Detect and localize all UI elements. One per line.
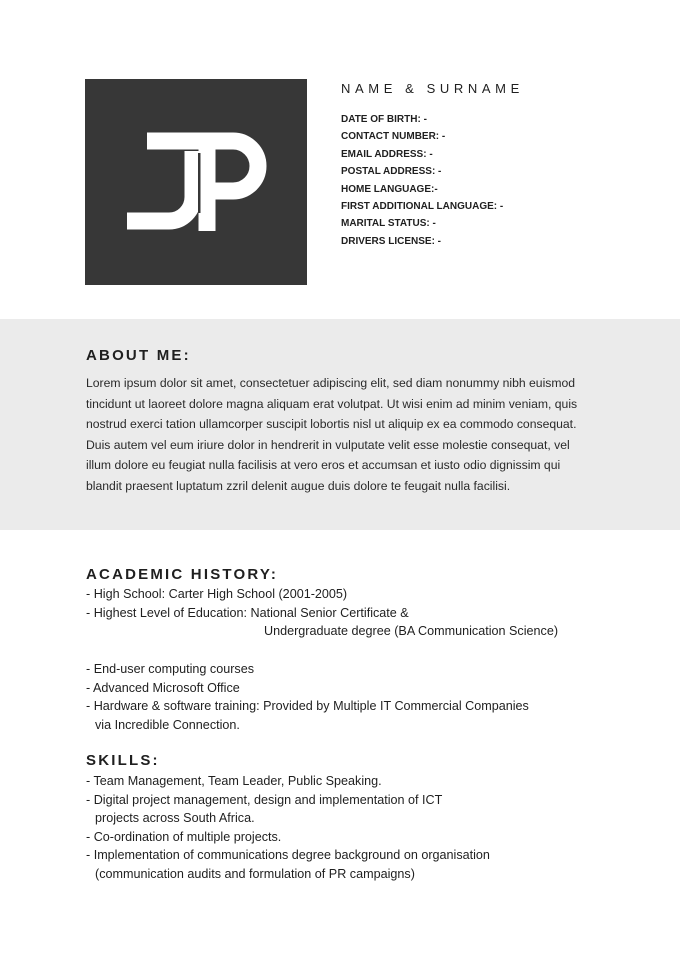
monogram-logo [85,79,307,285]
personal-details-list [341,111,503,250]
education-level-continued: Undergraduate degree (BA Communication Science) [264,624,559,639]
skill-team-management: - Team Management, Team Leader, Public Speaking. [86,774,382,788]
date-of-birth: DATE OF BIRTH: - [341,114,427,125]
training-list [86,660,529,734]
list-item [86,697,529,734]
skills-list [86,772,490,884]
about-paragraph [86,373,606,496]
drivers-license: DRIVERS LICENSE: - [341,235,442,247]
skill-coordination: - Co-ordination of multiple projects. [86,829,282,844]
education-level: - Highest Level of Education: National Senior Certificate & [86,605,409,620]
email-address: EMAIL ADDRESS: - [341,148,433,160]
skill-digital-project-management-continued: projects across South Africa. [95,811,255,826]
postal-address: POSTAL ADDRESS: - [341,166,442,178]
jp-monogram-icon [85,79,307,285]
about-line: blandit praesent luptatum zzril delenit augue duis dolore te feugait nulla facilisi. [86,478,511,493]
academic-history-list [86,585,558,641]
academic-history-heading: ACADEMIC HISTORY: [86,566,279,583]
candidate-name: NAME & SURNAME [341,81,524,96]
home-language: HOME LANGUAGE:- [341,183,438,195]
about-line: Duis autem vel eum iriure dolor in hendrerit in vulputate velit esse molestie consequat, vel [86,437,570,452]
list-item [86,828,490,847]
list-item [86,772,490,791]
hardware-software-training-continued: via Incredible Connection. [95,717,240,732]
microsoft-office: - Advanced Microsoft Office [86,680,240,695]
about-line: Lorem ipsum dolor sit amet, consectetuer adipiscing elit, sed diam nonummy nibh euismod [86,376,576,390]
list-item [86,660,529,679]
about-line: tincidunt ut laoreet dolore magna aliquam erat volutpat. Ut wisi enim ad minim veniam, quis [86,396,578,411]
contact-number: CONTACT NUMBER: - [341,131,446,143]
skill-digital-project-management: - Digital project management, design and implementation of ICT [86,792,443,807]
hardware-software-training: - Hardware & software training: Provided by Multiple IT Commercial Companies [86,699,529,714]
list-item [86,585,558,604]
list-item [86,679,529,698]
skill-communications-implementation: - Implementation of communications degree background on organisation [86,848,490,863]
marital-status: MARITAL STATUS: - [341,218,436,230]
list-item [86,846,490,883]
high-school: - High School: Carter High School (2001-2005) [86,587,348,601]
skill-communications-implementation-continued: (communication audits and formulation of PR campaigns) [95,866,415,881]
about-heading: ABOUT ME: [86,347,191,364]
skills-heading: SKILLS: [86,752,160,769]
list-item [86,791,490,828]
about-line: illum dolore eu feugiat nulla facilisis at vero eros et accumsan et iusto odio dignissim qui [86,458,561,472]
list-item [86,604,558,641]
first-additional-language: FIRST ADDITIONAL LANGUAGE: - [341,201,504,213]
computing-courses: - End-user computing courses [86,662,254,676]
about-line: nostrud exerci tation ullamcorper suscipit lobortis nisl ut aliquip ex ea commodo consequat. [86,417,577,431]
